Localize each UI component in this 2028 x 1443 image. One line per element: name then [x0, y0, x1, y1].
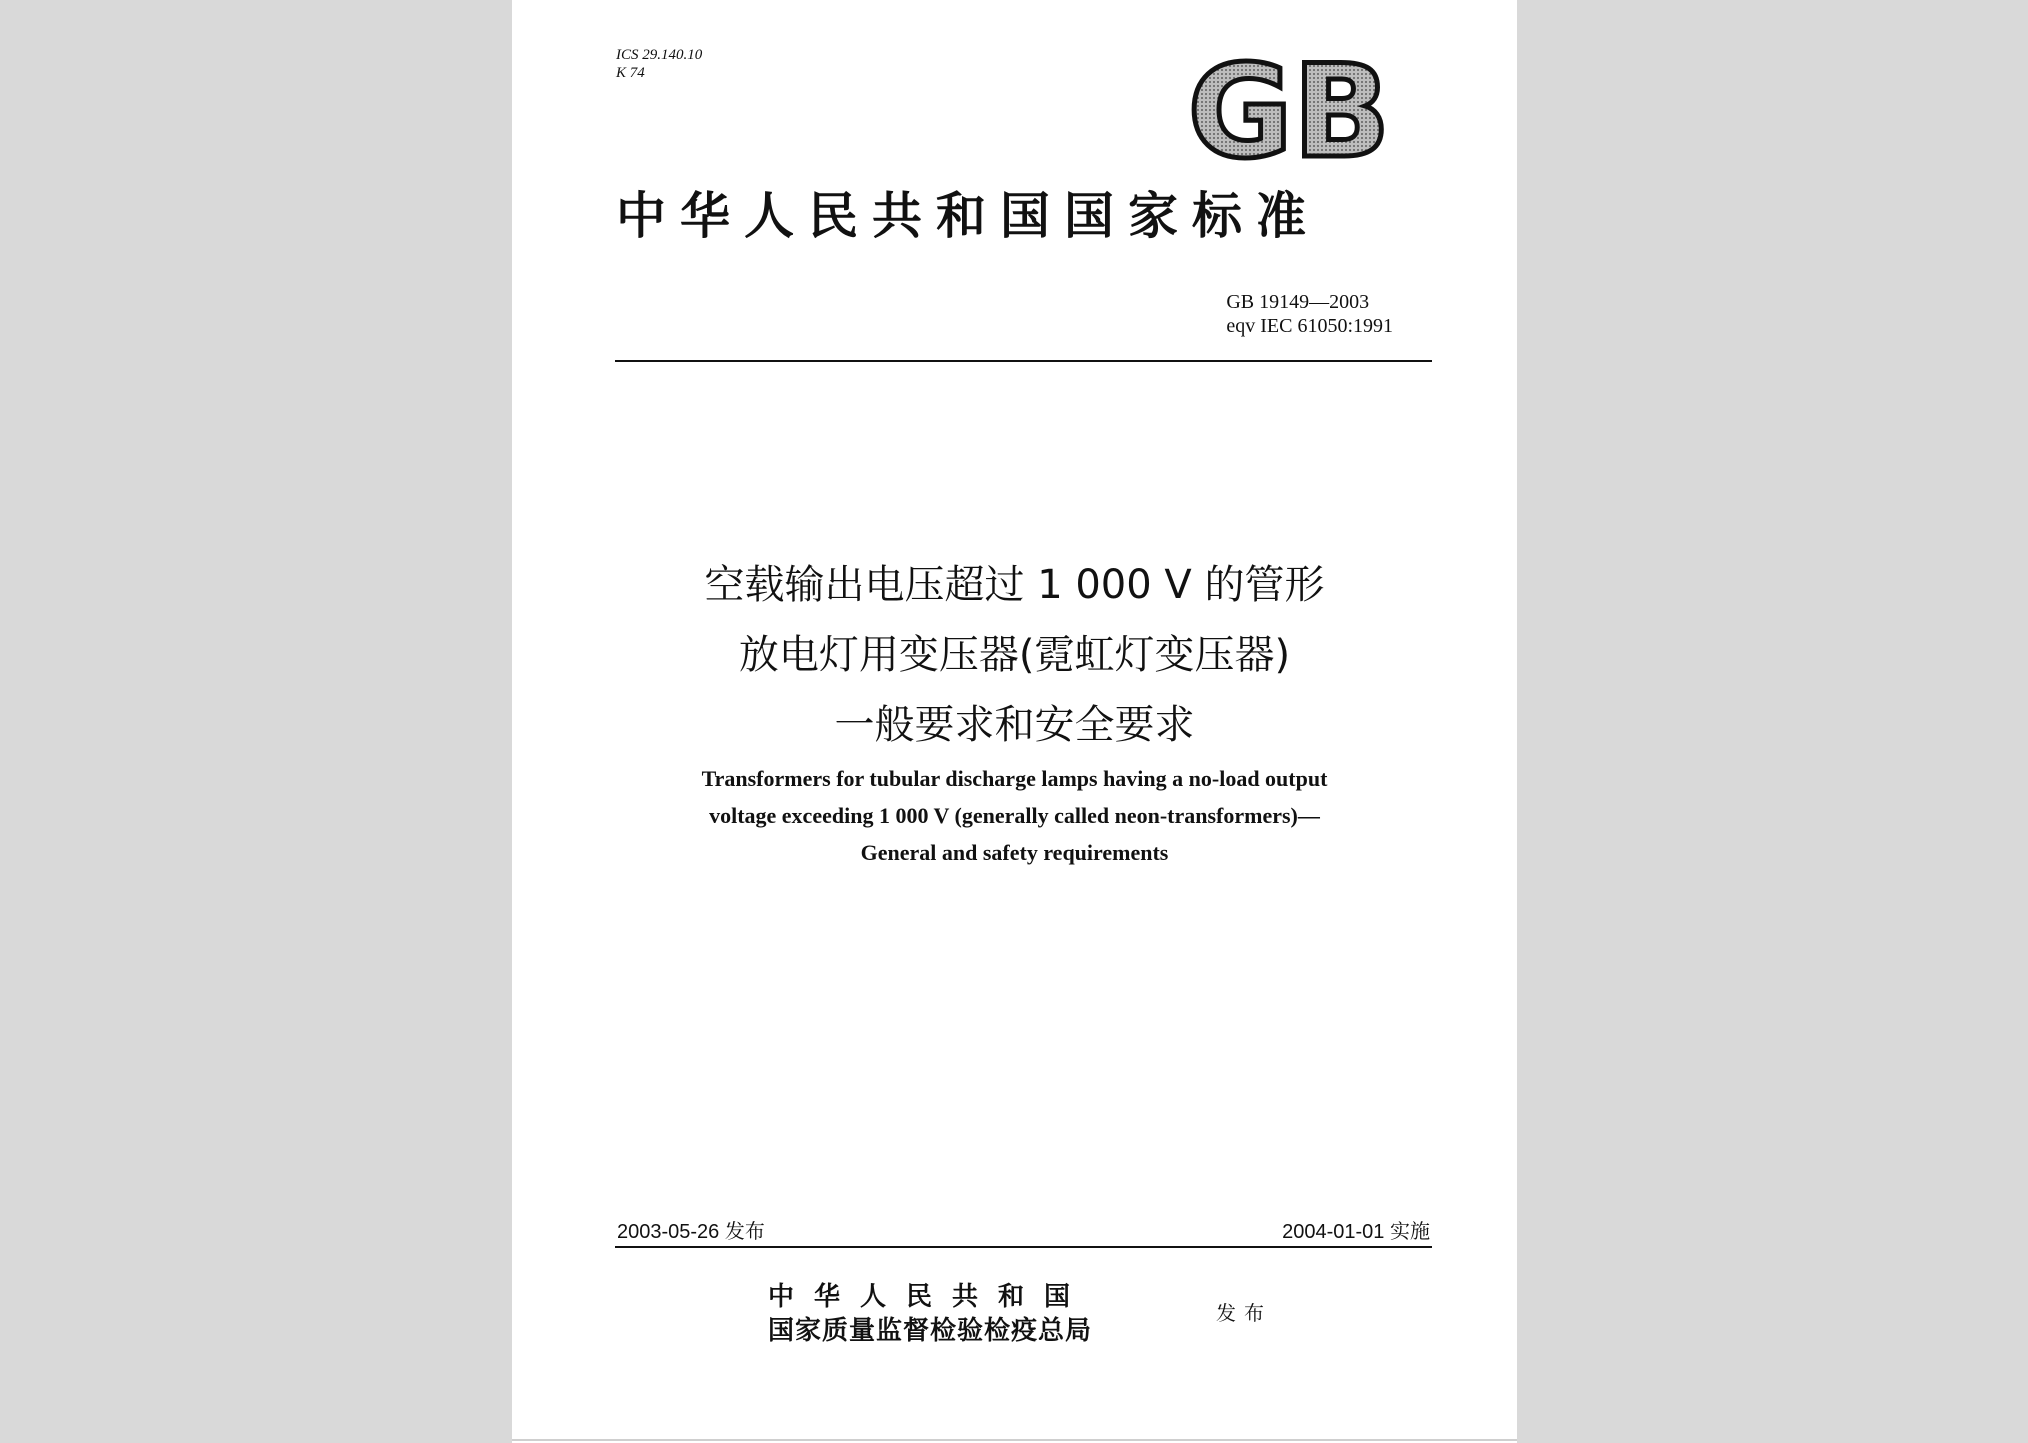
implementation-date: 2004-01-01 实施: [1282, 1221, 1430, 1243]
english-title-line-2: voltage exceeding 1 000 V (generally called neon-transformers)—: [709, 803, 1320, 828]
k-code: K 74: [616, 65, 645, 81]
publisher-block: [768, 1280, 1092, 1348]
english-title-line-1: Transformers for tubular discharge lamps having a no-load output: [701, 766, 1328, 791]
top-divider: [615, 360, 1432, 362]
chinese-title-line-3: 一般要求和安全要求: [834, 702, 1195, 748]
ics-code: ICS 29.140.10: [616, 47, 703, 63]
english-title: [512, 760, 1517, 871]
bottom-divider: [615, 1246, 1432, 1248]
equivalent-standard: eqv IEC 61050:1991: [1226, 315, 1393, 337]
classification-codes: [616, 46, 702, 82]
chinese-title-line-1: 空载输出电压超过 1 000 V 的管形: [704, 562, 1325, 608]
scan-edge: [512, 1439, 1517, 1441]
publish-action: 发布: [1216, 1301, 1272, 1325]
standard-number: GB 19149—2003: [1226, 291, 1370, 313]
issue-date: 2003-05-26 发布: [617, 1221, 765, 1243]
gb-logo: [1180, 52, 1398, 170]
national-standard-heading: 中华人民共和国国家标准: [616, 186, 1320, 245]
standard-numbers: [1226, 290, 1393, 338]
gb-logo-text: GB: [1187, 52, 1391, 170]
publisher-line-2: 国家质量监督检验检疫总局: [768, 1316, 1093, 1346]
date-row: [615, 1215, 1432, 1243]
english-title-line-3: General and safety requirements: [860, 840, 1169, 865]
chinese-title: [512, 550, 1517, 760]
chinese-title-line-2: 放电灯用变压器(霓虹灯变压器): [738, 632, 1291, 678]
document-page: [512, 0, 1517, 1443]
publisher-line-1: 中华人民共和国: [768, 1282, 1091, 1312]
